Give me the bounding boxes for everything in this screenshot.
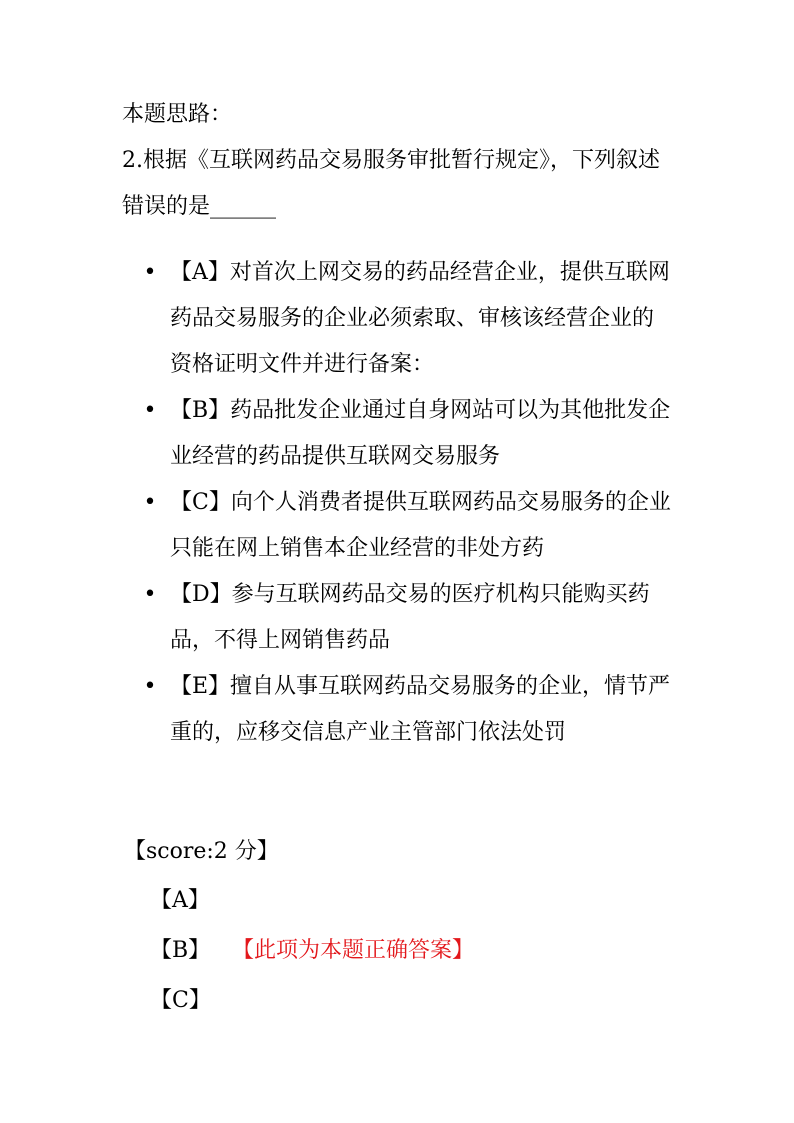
option-text: 【B】药品批发企业通过自身网站可以为其他批发企业经营的药品提供互联网交易服务 (170, 398, 671, 469)
option-a (140, 250, 675, 388)
score-label: 【score:2 分】 (124, 839, 279, 864)
answer-row-c (150, 976, 474, 1026)
option-d (140, 572, 675, 664)
correct-answer-mark: 【此项为本题正确答案】 (232, 938, 475, 963)
section-heading: 本题思路： (122, 102, 233, 127)
bullet-icon: • (143, 490, 157, 515)
bullet-icon: • (143, 674, 157, 699)
option-text: 【E】擅自从事互联网药品交易服务的企业，情节严重的，应移交信息产业主管部门依法处罚 (170, 674, 671, 745)
answer-key: 【B】 (150, 938, 211, 963)
answer-row-b (150, 926, 474, 976)
option-text: 【C】向个人消费者提供互联网药品交易服务的企业只能在网上销售本企业经营的非处方药 (170, 490, 671, 561)
answer-row-a (150, 876, 474, 926)
option-text: 【A】对首次上网交易的药品经营企业，提供互联网药品交易服务的企业必须索取、审核该经营企业的资格证明文件并进行备案： (170, 260, 670, 377)
bullet-icon: • (143, 582, 157, 607)
option-list (140, 250, 675, 756)
option-e (140, 664, 675, 756)
answer-key: 【C】 (150, 988, 211, 1013)
bullet-icon: • (143, 398, 157, 423)
option-text: 【D】参与互联网药品交易的医疗机构只能购买药品，不得上网销售药品 (170, 582, 650, 653)
option-b (140, 388, 675, 480)
bullet-icon: • (143, 260, 157, 285)
answer-key: 【A】 (150, 888, 210, 913)
option-c (140, 480, 675, 572)
answer-list (150, 876, 474, 1026)
question-text: 2.根据《互联网药品交易服务审批暂行规定》，下列叙述错误的是______ (122, 148, 660, 219)
